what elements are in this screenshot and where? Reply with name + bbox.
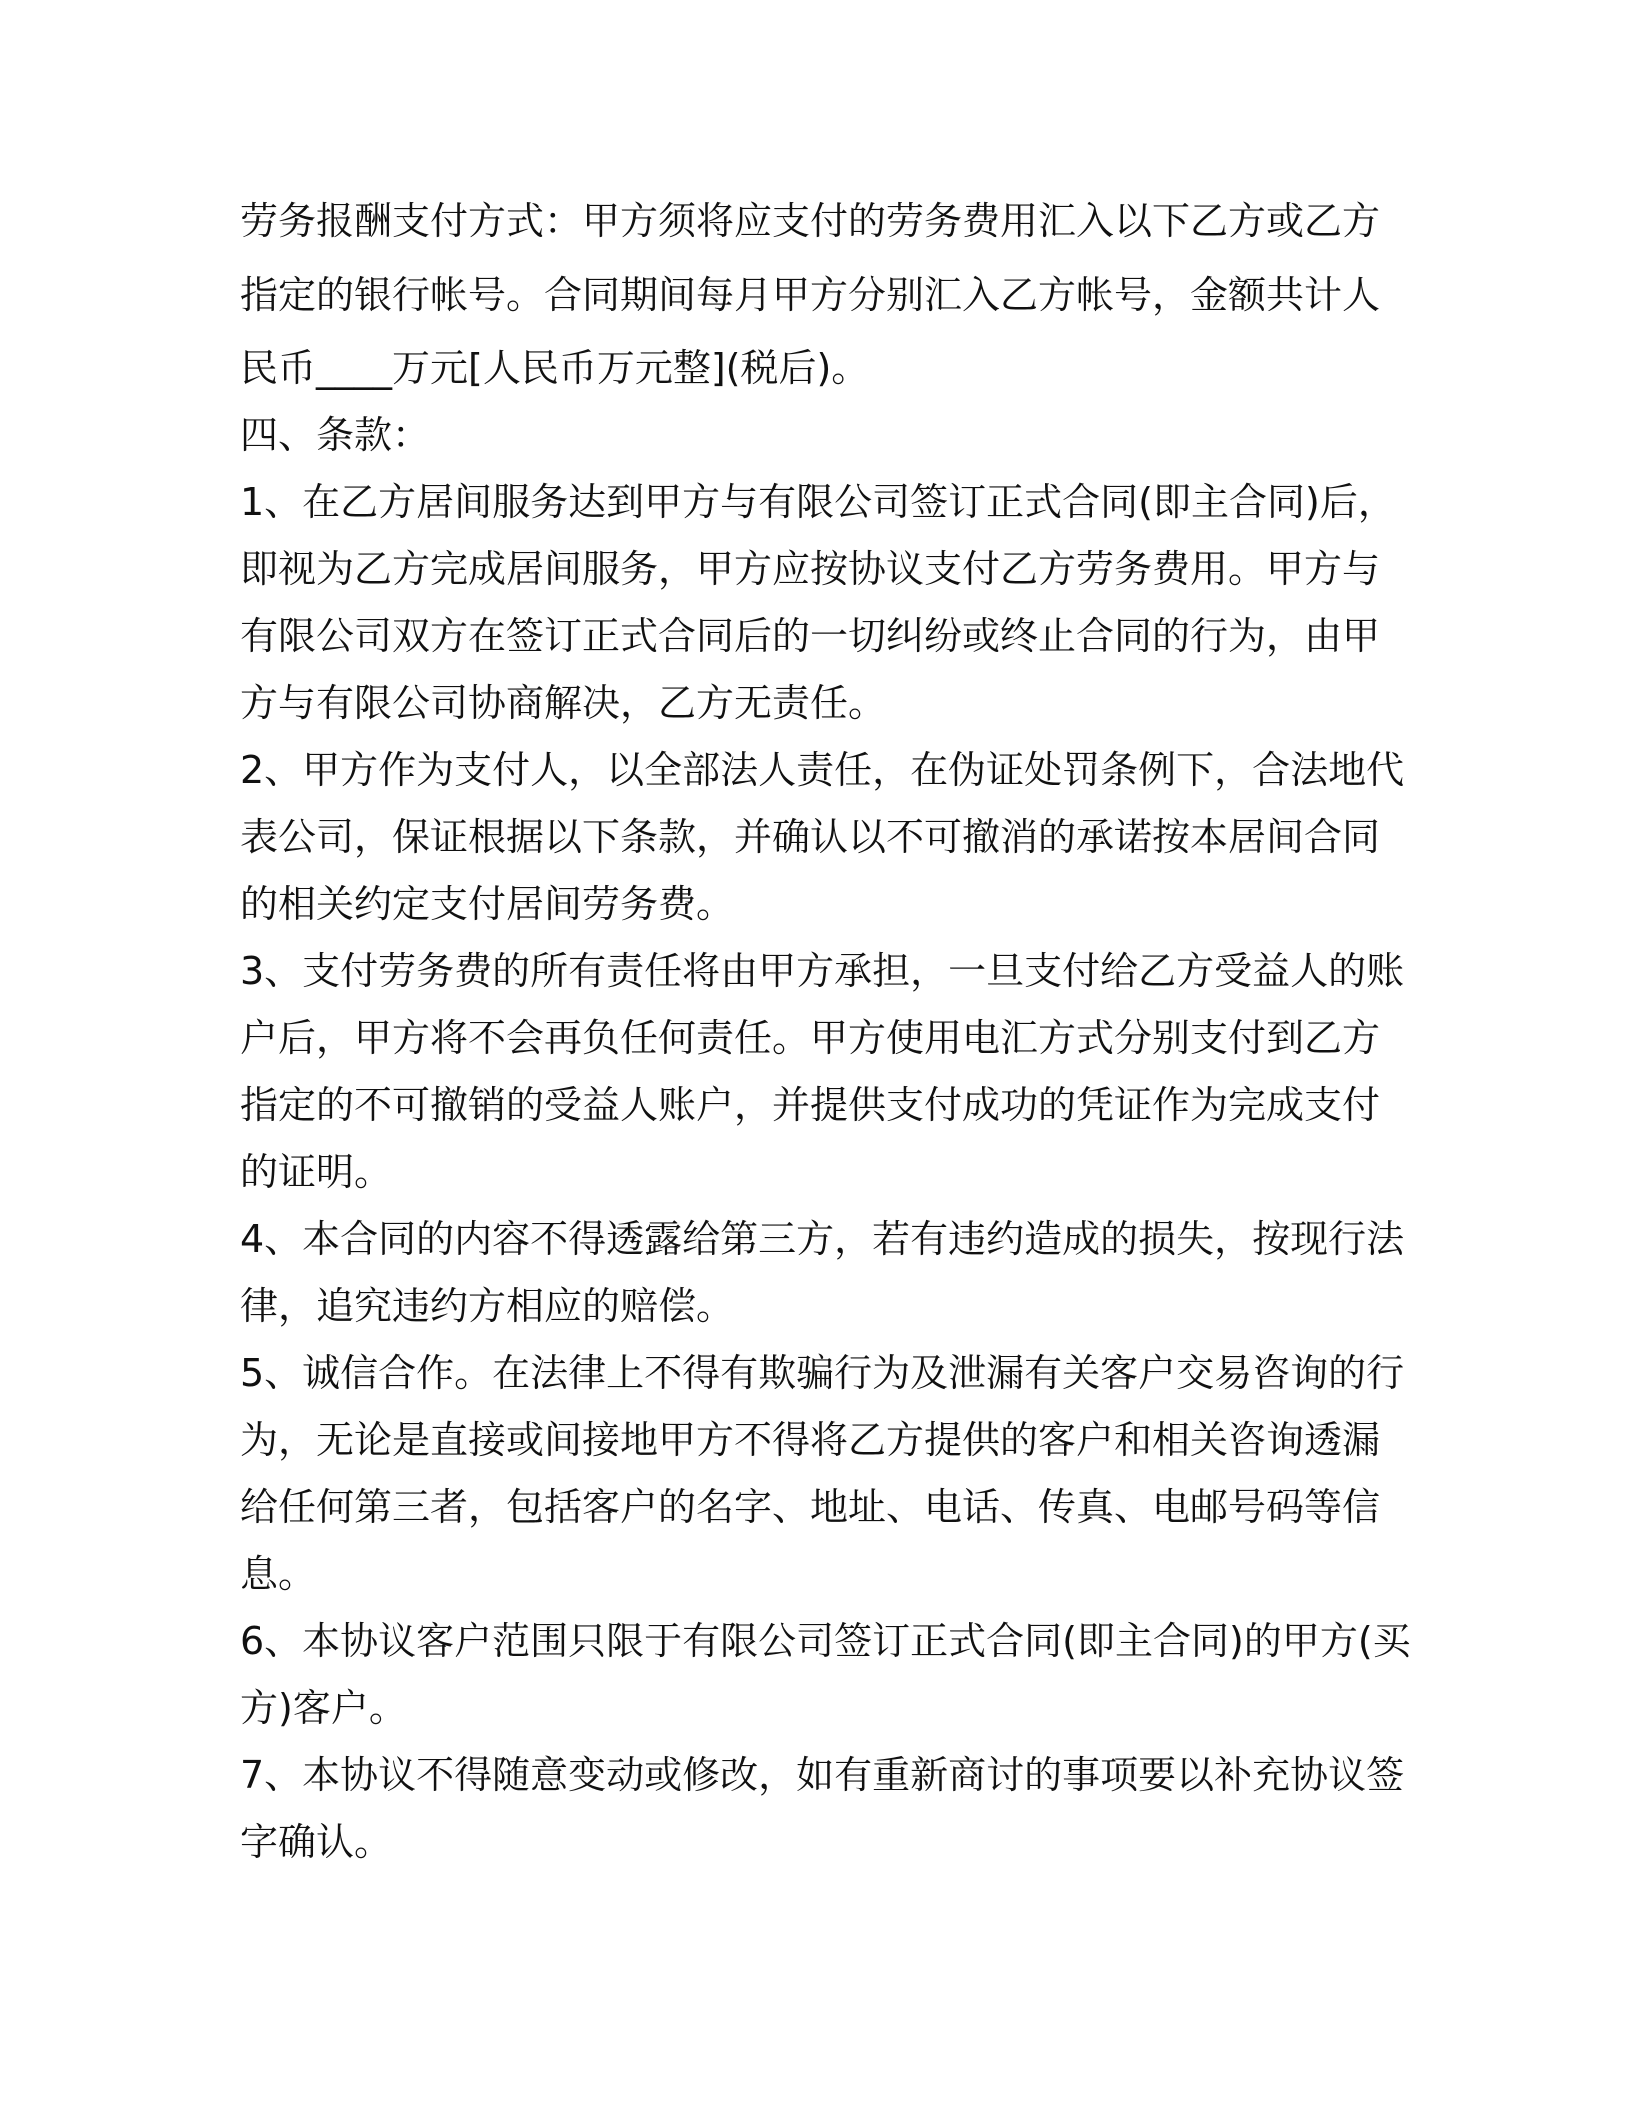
text-line: 民币____万元[人民币万元整](税后)。 — [240, 346, 870, 390]
text-line: 5、诚信合作。在法律上不得有欺骗行为及泄漏有关客户交易咨询的行 — [240, 1351, 1405, 1395]
text-line: 方)客户。 — [240, 1686, 407, 1730]
text-line: 表公司，保证根据以下条款，并确认以不可撤消的承诺按本居间合同 — [240, 815, 1381, 859]
text-line: 6、本协议客户范围只限于有限公司签订正式合同(即主合同)的甲方(买 — [240, 1619, 1411, 1663]
text-line: 劳务报酬支付方式：甲方须将应支付的劳务费用汇入以下乙方或乙方 — [240, 199, 1381, 243]
text-line: 给任何第三者，包括客户的名字、地址、电话、传真、电邮号码等信 — [240, 1485, 1381, 1529]
text-line: 1、在乙方居间服务达到甲方与有限公司签订正式合同(即主合同)后， — [240, 480, 1396, 524]
text-line: 3、支付劳务费的所有责任将由甲方承担，一旦支付给乙方受益人的账 — [240, 949, 1405, 993]
text-line: 方与有限公司协商解决，乙方无责任。 — [240, 681, 887, 725]
text-line: 的证明。 — [240, 1150, 393, 1194]
text-line: 律，追究违约方相应的赔偿。 — [240, 1284, 735, 1328]
text-line: 指定的不可撤销的受益人账户，并提供支付成功的凭证作为完成支付 — [240, 1083, 1381, 1127]
document-body — [240, 188, 1411, 1876]
text-line: 即视为乙方完成居间服务，甲方应按协议支付乙方劳务费用。甲方与 — [240, 547, 1381, 591]
text-line: 息。 — [240, 1552, 317, 1596]
text-line: 7、本协议不得随意变动或修改，如有重新商讨的事项要以补充协议签 — [240, 1753, 1405, 1797]
text-line: 4、本合同的内容不得透露给第三方，若有违约造成的损失，按现行法 — [240, 1217, 1405, 1261]
text-line: 2、甲方作为支付人，以全部法人责任，在伪证处罚条例下，合法地代 — [240, 748, 1405, 792]
text-line: 户后，甲方将不会再负任何责任。甲方使用电汇方式分别支付到乙方 — [240, 1016, 1381, 1060]
text-line: 指定的银行帐号。合同期间每月甲方分别汇入乙方帐号，金额共计人 — [240, 273, 1381, 317]
text-line: 的相关约定支付居间劳务费。 — [240, 882, 735, 926]
section-heading: 四、条款： — [240, 413, 431, 457]
text-line: 字确认。 — [240, 1820, 393, 1864]
text-line: 为，无论是直接或间接地甲方不得将乙方提供的客户和相关咨询透漏 — [240, 1418, 1381, 1462]
text-line: 有限公司双方在签订正式合同后的一切纠纷或终止合同的行为，由甲 — [240, 614, 1381, 658]
